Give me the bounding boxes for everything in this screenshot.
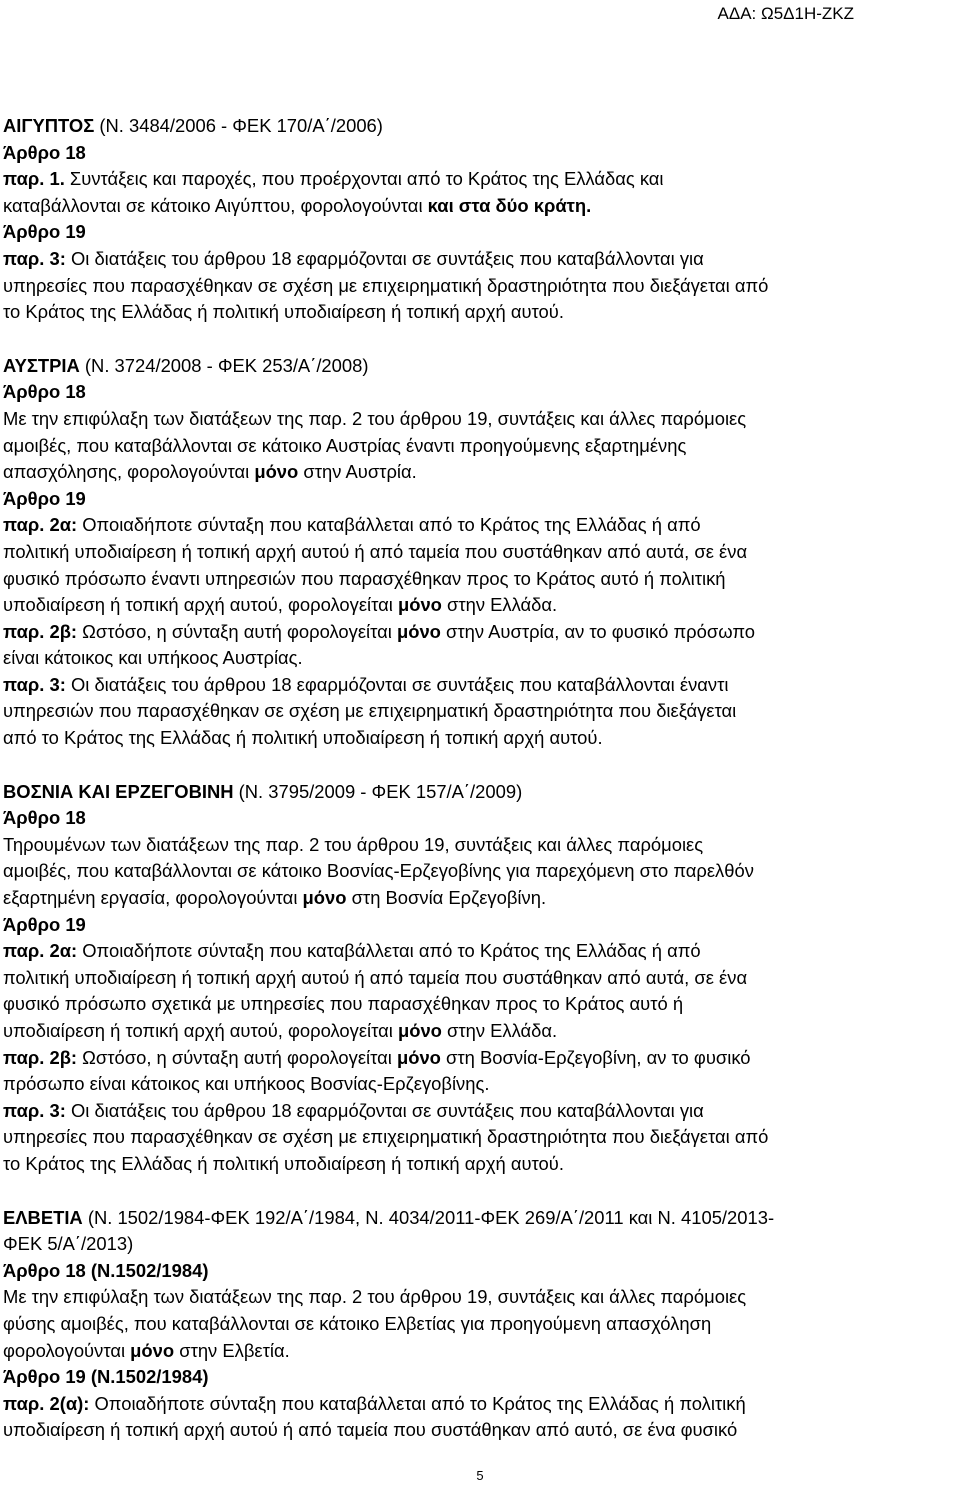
text-line: [3, 193, 957, 220]
text-run: Οποιαδήποτε σύνταξη που καταβάλλεται από το Κράτος της Ελλάδας ή από: [77, 514, 701, 536]
text-run: Με την επιφύλαξη των διατάξεων της παρ. 2 του άρθρου 19, συντάξεις και άλλες παρόμοιες: [3, 1286, 747, 1308]
text-line: [3, 273, 957, 300]
text-run: αμοιβές, που καταβάλλονται σε κάτοικο Βοσνίας-Ερζεγοβίνης για παρεχόμενη στο παρελθόν: [3, 860, 754, 882]
text-line: [3, 566, 957, 593]
country-section: [3, 353, 957, 752]
text-run: πρόσωπο είναι κάτοικος και υπήκοος Βοσνίας-Ερζεγοβίνης.: [3, 1073, 490, 1095]
text-line: [3, 858, 957, 885]
bold-text: και στα δύο κράτη.: [427, 194, 592, 216]
text-run: στην Ελβετία.: [174, 1339, 290, 1361]
bold-text: ΑΙΓΥΠΤΟΣ: [3, 115, 95, 136]
text-run: φυσικό πρόσωπο έναντι υπηρεσιών που παρασχέθηκαν προς το Κράτος αυτό ή πολιτική: [3, 567, 726, 589]
text-line: [3, 991, 957, 1018]
text-line: [3, 645, 957, 672]
bold-text: Άρθρο 19 (Ν.1502/1984): [3, 1366, 209, 1388]
bold-text: μόνο: [396, 1046, 441, 1068]
text-run: από το Κράτος της Ελλάδας ή πολιτική υποδιαίρεση ή τοπική αρχή αυτού.: [3, 727, 603, 749]
text-line: [3, 912, 957, 939]
text-run: Οι διατάξεις του άρθρου 18 εφαρμόζονται σε συντάξεις που καταβάλλονται έναντι: [65, 673, 729, 695]
text-line: [3, 832, 957, 859]
text-line: [3, 965, 957, 992]
country-section: [3, 113, 957, 326]
text-run: υποδιαίρεση ή τοπική αρχή αυτού, φορολογείται: [3, 1020, 398, 1041]
text-line: [3, 725, 957, 752]
text-run: στην Αυστρία, αν το φυσικό πρόσωπο: [440, 620, 755, 642]
text-run: (Ν. 3795/2009 - ΦΕΚ 157/Α΄/2009): [233, 780, 523, 802]
ada-code: ΑΔΑ: Ω5Δ1Η-ΖΚΖ: [717, 4, 854, 23]
bold-text: Άρθρο 18: [3, 807, 86, 829]
text-run: πολιτική υποδιαίρεση ή τοπική αρχή αυτού ή από ταμεία που συστάθηκαν από αυτά, σε ένα: [3, 540, 748, 562]
bold-text: παρ. 2β:: [3, 620, 78, 642]
text-run: είναι κάτοικος και υπήκοος Αυστρίας.: [3, 647, 303, 669]
text-line: [3, 938, 957, 965]
bold-text: παρ. 1.: [3, 168, 65, 190]
bold-text: ΑΥΣΤΡΙΑ: [3, 354, 80, 376]
bold-text: ΒΟΣΝΙΑ ΚΑΙ ΕΡΖΕΓΟΒΙΝΗ: [3, 780, 234, 802]
text-run: Ωστόσο, η σύνταξη αυτή φορολογείται: [77, 1046, 397, 1068]
text-run: στην Ελλάδα.: [441, 1020, 558, 1041]
text-run: υπηρεσίες που παρασχέθηκαν σε σχέση με επιχειρηματική δραστηριότητα που διεξάγεται από: [3, 1126, 769, 1148]
text-run: ΦΕΚ 5/Α΄/2013): [3, 1233, 134, 1255]
text-line: [3, 619, 957, 646]
text-line: [3, 299, 957, 326]
text-line: [3, 406, 957, 433]
text-run: πολιτική υποδιαίρεση ή τοπική αρχή αυτού ή από ταμεία που συστάθηκαν από αυτά, σε ένα: [3, 966, 748, 988]
text-line: [3, 113, 957, 140]
text-line: [3, 246, 957, 273]
text-run: υπηρεσίες που παρασχέθηκαν σε σχέση με επιχειρηματική δραστηριότητα που διεξάγεται από: [3, 274, 769, 296]
bold-text: Άρθρο 18 (Ν.1502/1984): [3, 1259, 209, 1281]
section-gap: [3, 326, 957, 353]
text-line: [3, 1018, 957, 1045]
text-run: φυσικό πρόσωπο σχετικά με υπηρεσίες που παρασχέθηκαν προς το Κράτος αυτό ή: [3, 993, 684, 1015]
text-run: στη Βοσνία Ερζεγοβίνη.: [346, 887, 547, 909]
text-run: υποδιαίρεση ή τοπική αρχή αυτού, φορολογείται: [3, 594, 398, 616]
text-run: απασχόλησης, φορολογούνται: [3, 461, 255, 483]
text-line: [3, 885, 957, 912]
text-run: στην Αυστρία.: [298, 461, 417, 483]
text-line: [3, 539, 957, 566]
text-run: Οι διατάξεις του άρθρου 18 εφαρμόζονται σε συντάξεις που καταβάλλονται για: [65, 247, 704, 269]
text-line: [3, 1124, 957, 1151]
text-run: φορολογούνται: [3, 1339, 131, 1361]
text-line: [3, 1045, 957, 1072]
bold-text: ΕΛΒΕΤΙΑ: [3, 1206, 83, 1228]
page-number: 5: [476, 1468, 484, 1483]
text-run: υπηρεσιών που παρασχέθηκαν σε σχέση με επιχειρηματική δραστηριότητα που διεξάγεται: [3, 700, 737, 722]
text-line: [3, 512, 957, 539]
text-line: [3, 1258, 957, 1285]
text-line: [3, 1151, 957, 1178]
text-run: φύσης αμοιβές, που καταβάλλονται σε κάτοικο Ελβετίας για προηγούμενη απασχόληση: [3, 1312, 712, 1334]
bold-text: Άρθρο 19: [3, 487, 86, 509]
text-line: [3, 379, 957, 406]
text-run: στην Ελλάδα.: [441, 594, 558, 616]
text-line: [3, 1205, 957, 1232]
text-line: [3, 433, 957, 460]
text-run: αμοιβές, που καταβάλλονται σε κάτοικο Αυστρίας έναντι προηγούμενης εξαρτημένης: [3, 434, 687, 456]
country-section: [3, 1205, 957, 1444]
bold-text: μόνο: [397, 594, 442, 616]
text-run: Οι διατάξεις του άρθρου 18 εφαρμόζονται σε συντάξεις που καταβάλλονται για: [65, 1099, 704, 1121]
text-line: [3, 1391, 957, 1418]
text-line: [3, 779, 957, 806]
bold-text: παρ. 2α:: [3, 514, 78, 536]
bold-text: παρ. 3:: [3, 1099, 66, 1121]
text-run: εξαρτημένη εργασία, φορολογούνται: [3, 887, 303, 909]
text-run: Οποιαδήποτε σύνταξη που καταβάλλεται από το Κράτος της Ελλάδας ή πολιτική: [89, 1392, 746, 1414]
bold-text: μόνο: [130, 1339, 175, 1361]
section-gap: [3, 752, 957, 779]
text-line: [3, 1364, 957, 1391]
text-run: στη Βοσνία-Ερζεγοβίνη, αν το φυσικό: [440, 1046, 751, 1068]
bold-text: Άρθρο 18: [3, 141, 86, 163]
text-line: [3, 672, 957, 699]
document-body: [3, 113, 957, 1444]
bold-text: Άρθρο 19: [3, 913, 86, 935]
text-line: [3, 1311, 957, 1338]
text-run: (Ν. 1502/1984-ΦΕΚ 192/Α΄/1984, Ν. 4034/2011-ΦΕΚ 269/Α΄/2011 και Ν. 4105/2013-: [82, 1206, 775, 1228]
text-line: [3, 1417, 957, 1444]
text-run: το Κράτος της Ελλάδας ή πολιτική υποδιαίρεση ή τοπική αρχή αυτού.: [3, 301, 564, 323]
text-run: Ωστόσο, η σύνταξη αυτή φορολογείται: [77, 620, 397, 642]
text-run: Με την επιφύλαξη των διατάξεων της παρ. 2 του άρθρου 19, συντάξεις και άλλες παρόμοιες: [3, 407, 747, 429]
text-line: [3, 805, 957, 832]
text-run: καταβάλλονται σε κάτοικο Αιγύπτου, φορολογούνται: [3, 194, 428, 216]
text-line: [3, 353, 957, 380]
bold-text: παρ. 3:: [3, 247, 66, 269]
bold-text: μόνο: [396, 620, 441, 642]
text-run: Οποιαδήποτε σύνταξη που καταβάλλεται από το Κράτος της Ελλάδας ή από: [77, 940, 701, 962]
text-line: [3, 1231, 957, 1258]
text-line: [3, 592, 957, 619]
country-section: [3, 779, 957, 1178]
bold-text: παρ. 2α:: [3, 940, 78, 962]
bold-text: παρ. 2(α):: [3, 1392, 90, 1414]
bold-text: μόνο: [254, 461, 299, 483]
bold-text: παρ. 2β:: [3, 1046, 78, 1068]
text-line: [3, 698, 957, 725]
text-line: [3, 1071, 957, 1098]
bold-text: παρ. 3:: [3, 673, 66, 695]
text-run: (Ν. 3484/2006 - ΦΕΚ 170/Α΄/2006): [94, 115, 383, 136]
bold-text: μόνο: [302, 887, 347, 909]
text-line: [3, 459, 957, 486]
section-gap: [3, 1178, 957, 1205]
text-run: υποδιαίρεση ή τοπική αρχή αυτού ή από ταμεία που συστάθηκαν από αυτό, σε ένα φυσικό: [3, 1419, 738, 1441]
text-line: [3, 166, 957, 193]
bold-text: μόνο: [397, 1020, 442, 1041]
text-line: [3, 1098, 957, 1125]
text-line: [3, 486, 957, 513]
text-run: (Ν. 3724/2008 - ΦΕΚ 253/Α΄/2008): [79, 354, 369, 376]
text-run: Συντάξεις και παροχές, που προέρχονται από το Κράτος της Ελλάδας και: [64, 168, 664, 190]
text-run: Τηρουμένων των διατάξεων της παρ. 2 του άρθρου 19, συντάξεις και άλλες παρόμοιες: [3, 833, 704, 855]
bold-text: Άρθρο 18: [3, 381, 86, 403]
text-line: [3, 140, 957, 167]
text-line: [3, 219, 957, 246]
text-run: το Κράτος της Ελλάδας ή πολιτική υποδιαίρεση ή τοπική αρχή αυτού.: [3, 1152, 564, 1174]
text-line: [3, 1284, 957, 1311]
text-line: [3, 1338, 957, 1365]
bold-text: Άρθρο 19: [3, 221, 86, 243]
